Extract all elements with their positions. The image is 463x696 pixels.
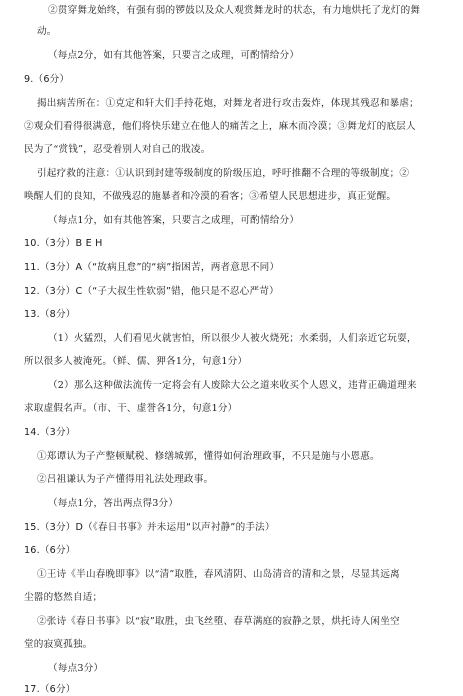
answer-line: 求取虚假名声。（市、干、虚誉各1分，句意1分） [24, 403, 238, 414]
question-number: 13.（8分） [24, 309, 76, 320]
question-number: 16.（6分） [24, 545, 76, 556]
answer-line: ①王诗《半山春晚即事》以“清”取胜，春风清阴、山岛清音的清和之景，尽显其远离 [37, 569, 400, 580]
question-number: 15.（3分）D（《春日书事》并未运用“以声衬静”的手法） [24, 522, 275, 533]
answer-line: 揭出病苦所在：①克定和轩大们手持花炮，对舞龙者进行攻击轰炸，体现其残忍和暴虐； [37, 98, 419, 109]
answer-line: 民为了“赏钱”，忍受着别人对自己的戕凌。 [24, 144, 211, 155]
question-number: 11.（3分）A（“故病且怠”的“病”指困苦，两者意思不同） [24, 262, 280, 273]
answer-line: 所以很多人被淹死。（鲜、儒、狎各1分，句意1分） [24, 356, 248, 367]
scoring-note: （每点1分，如有其他答案，只要言之成理，可酌情给分） [48, 215, 300, 226]
answer-line: ②吕祖谦认为子产懂得用礼法处理政事。 [37, 474, 214, 485]
answer-line: （1）火猛烈，人们看见火就害怕，所以很少人被火烧死；水柔弱，人们亲近它玩耍， [48, 333, 417, 344]
question-number: 17.（6分） [24, 684, 76, 695]
scoring-note: （每点2分，如有其他答案，只要言之成理，可酌情给分） [48, 50, 300, 61]
answer-line: ②贯穿舞龙始终，有强有弱的锣鼓以及众人观赏舞龙时的状态，有力地烘托了龙灯的舞 [48, 5, 421, 16]
scoring-note: （每点1分，答出两点得3分） [48, 498, 179, 509]
answer-line: 动。 [37, 26, 57, 37]
answer-line: 尘嚣的悠然自适； [24, 592, 103, 603]
answer-line: 唤醒人们的良知，不做残忍的施暴者和冷漠的看客；③希望人民思想进步，真正觉醒。 [24, 191, 397, 202]
answer-line: ②张诗《春日书事》以“寂”取胜，虫飞丝堕、春草满庭的寂静之景，烘托诗人闲坐空 [37, 616, 400, 627]
answer-line: ②观众们看得很满意，他们将快乐建立在他人的痛苦之上，麻木而冷漠；③舞龙灯的底层人 [24, 121, 416, 132]
question-number: 14.（3分） [24, 427, 76, 438]
question-number: 9.（6分） [24, 74, 70, 85]
question-number: 12.（3分）C（“子大叔生性软弱”错，他只是不忍心严苛） [24, 286, 279, 297]
answer-line: ①郑谭认为子产整顿赋税、修缮城郭，懂得如何治理政事，不只是施与小恩惠。 [37, 451, 380, 462]
answer-line: 引起疗救的注意：①认识到封建等级制度的阶级压迫，呼吁推翻不合理的等级制度；② [37, 168, 410, 179]
question-number: 10.（3分）B E H [24, 238, 103, 249]
scoring-note: （每点3分） [48, 663, 104, 674]
answer-line: （2）那么这种做法流传一定将会有人废除大公之道来收买个人恩义，违背正确道理来 [48, 380, 417, 391]
answer-line: 堂的寂寞孤独。 [24, 639, 93, 650]
